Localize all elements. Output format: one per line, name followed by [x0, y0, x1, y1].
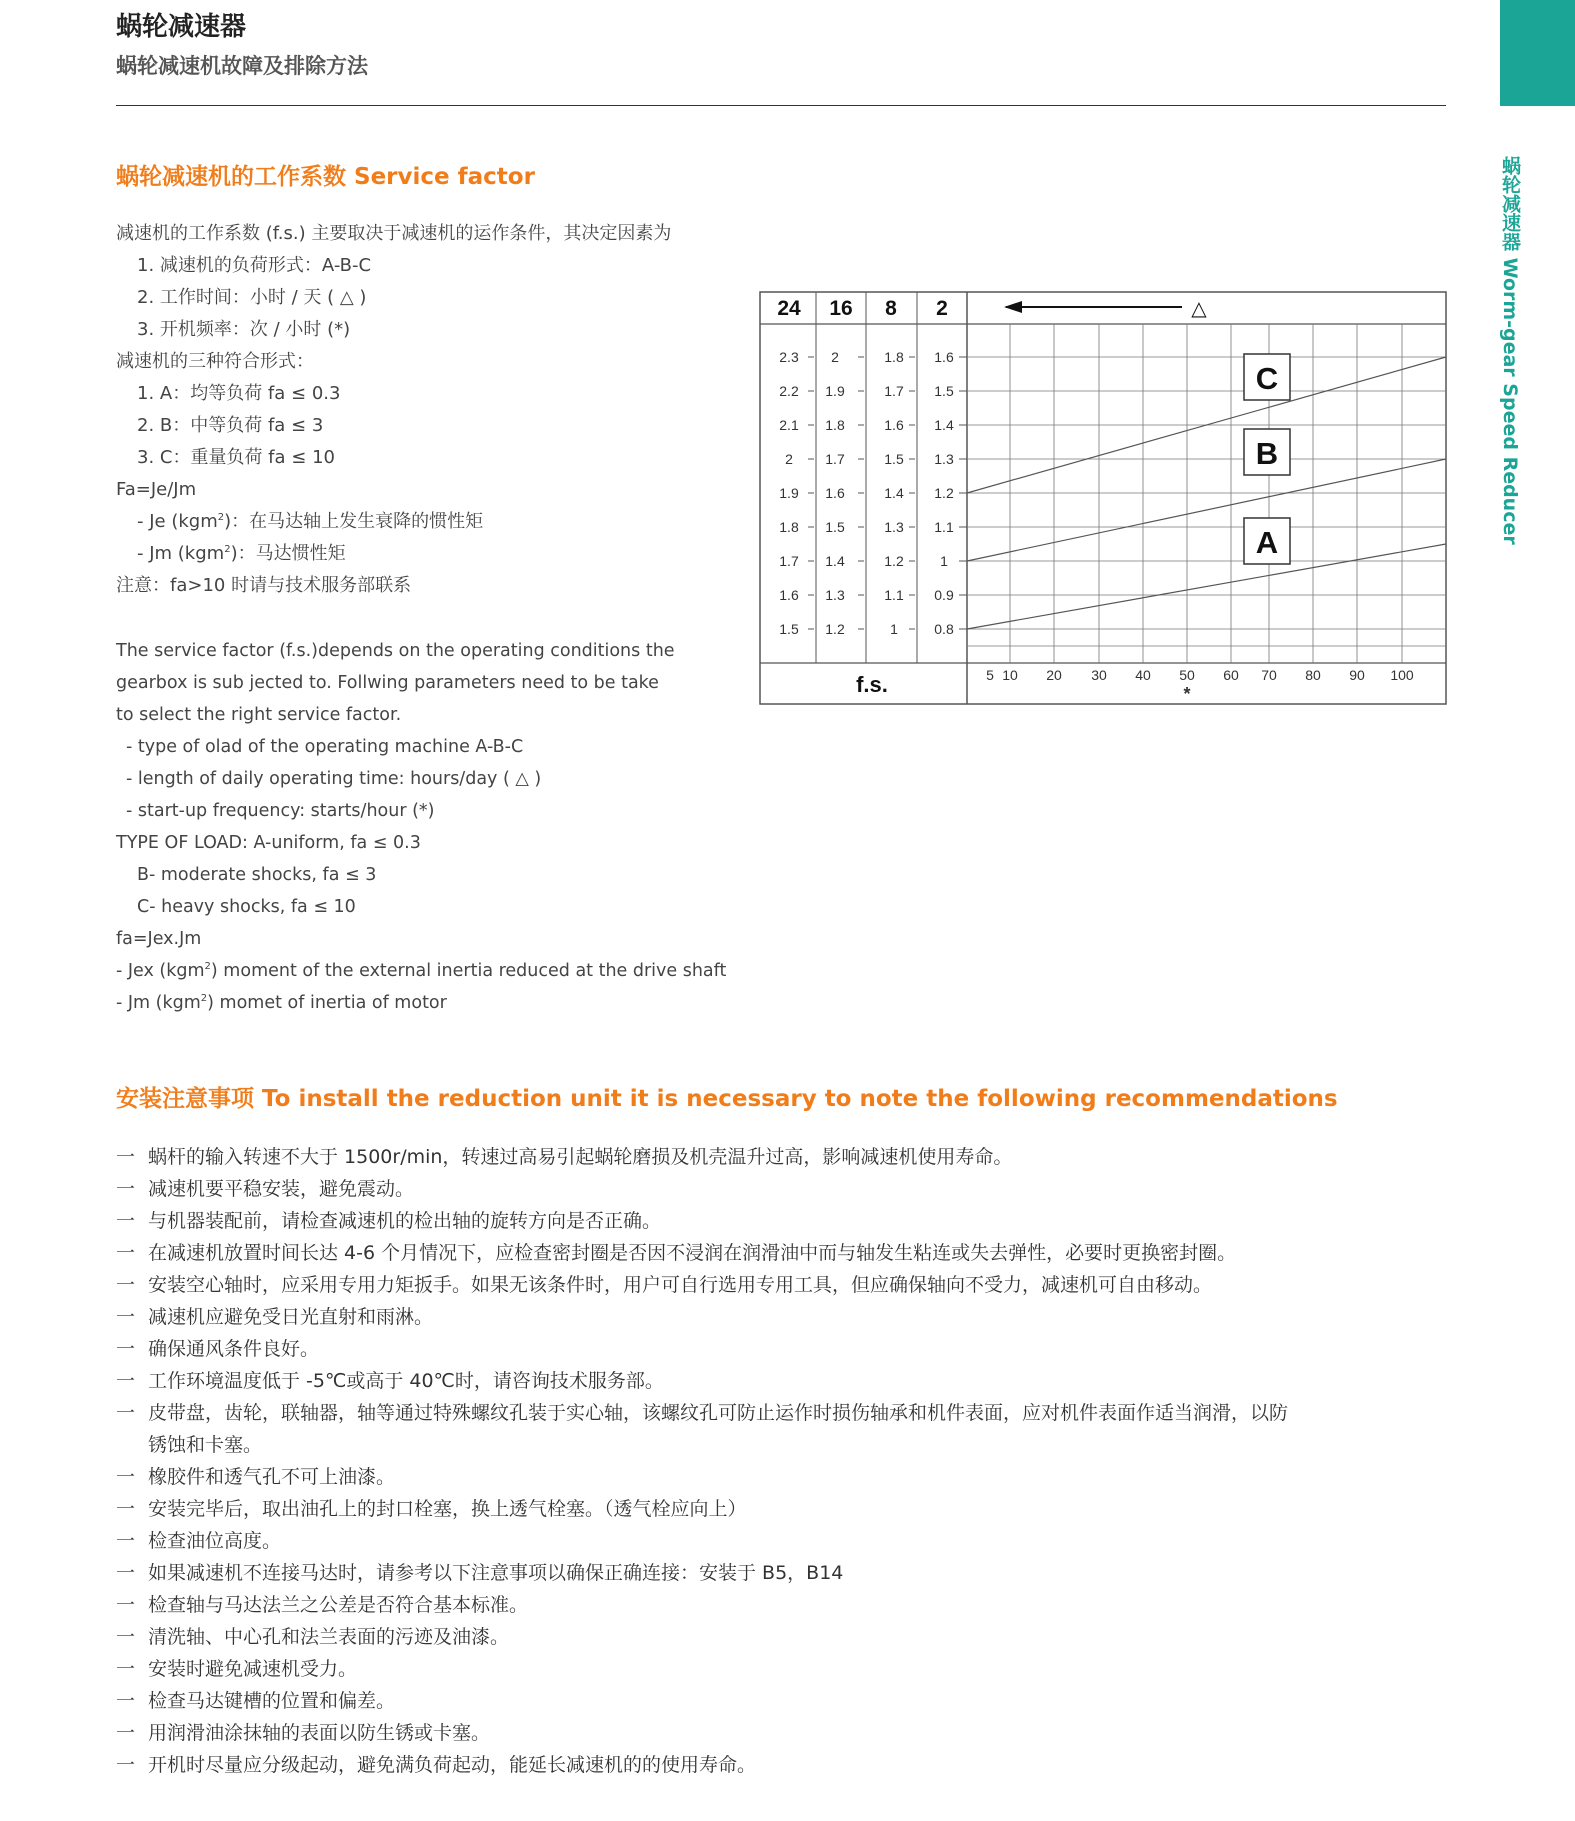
en-line: gearbox is sub jected to. Follwing parameters need to be take	[116, 673, 659, 693]
bullet-dash: 一	[116, 1722, 136, 1744]
fs-value-label: 1.7	[825, 451, 845, 467]
x-tick-label: 20	[1046, 667, 1062, 683]
en-line: - start-up frequency: starts/hour (*)	[126, 801, 435, 821]
bullet-dash: 一	[116, 1402, 136, 1424]
fs-value-label: 2.1	[779, 417, 799, 433]
x-tick-label: 80	[1305, 667, 1321, 683]
cn-line: Fa=Je/Jm	[116, 479, 197, 500]
note-line: 注意：fa>10 时请与技术服务部联系	[116, 575, 412, 596]
bullet-dash: 一	[116, 1754, 136, 1776]
page-title: 蜗轮减速器	[116, 12, 247, 42]
x-tick-label: 70	[1261, 667, 1277, 683]
hours-header: 16	[829, 297, 853, 320]
fs-value-label: 1.7	[779, 553, 799, 569]
bullet-dash: 一	[116, 1658, 136, 1680]
fs-value-label: 0.9	[934, 587, 954, 603]
bullet-dash: 一	[116, 1242, 136, 1264]
install-item-text: 检查马达键槽的位置和偏差。	[148, 1690, 396, 1712]
install-title: 安装注意事项 To install the reduction unit it is necessary to note the following recommendations	[116, 1086, 1338, 1112]
en-line: The service factor (f.s.)depends on the operating conditions the	[116, 641, 675, 661]
cn-line: 2. B：中等负荷 fa ≤ 3	[137, 415, 324, 436]
fs-value-label: 2.3	[779, 349, 799, 365]
fs-value-label: 1.2	[884, 553, 904, 569]
triangle-symbol: △	[1191, 298, 1207, 320]
fs-value-label: 1.2	[934, 485, 954, 501]
bullet-dash: 一	[116, 1594, 136, 1616]
fs-value-label: 1.8	[884, 349, 904, 365]
jex-line: - Jex (kgm$^2$) moment of the external inertia reduced at the drive shaft	[116, 961, 727, 981]
fs-value-label: 1.1	[884, 587, 904, 603]
install-item-text: 工作环境温度低于 -5℃或高于 40℃时，请咨询技术服务部。	[148, 1370, 664, 1392]
bullet-dash: 一	[116, 1178, 136, 1200]
install-item-text: 减速机应避免受日光直射和雨淋。	[148, 1306, 434, 1328]
cn-line: 1. 减速机的负荷形式：A-B-C	[137, 255, 372, 276]
curve-a	[967, 544, 1446, 629]
install-item	[116, 1241, 1236, 1265]
cn-line: 减速机的工作系数 (f.s.) 主要取决于减速机的运作条件，其决定因素为	[116, 223, 672, 244]
bullet-dash: 一	[116, 1338, 136, 1360]
cn-line: 1. A：均等负荷 fa ≤ 0.3	[137, 383, 341, 404]
hours-header: 2	[936, 297, 948, 320]
install-item	[116, 1689, 395, 1713]
install-item	[116, 1593, 528, 1617]
install-item	[116, 1625, 509, 1649]
service-factor-title: 蜗轮减速机的工作系数 Service factor	[116, 164, 535, 190]
bullet-dash: 一	[116, 1562, 136, 1584]
fs-value-label: 1.7	[884, 383, 904, 399]
side-tab-label: 蜗轮减速器 Worm-gear Speed Reducer	[1499, 156, 1521, 545]
fs-value-label: 2.2	[779, 383, 799, 399]
curve-label: C	[1255, 361, 1279, 396]
fs-value-label: 1.6	[934, 349, 954, 365]
bullet-dash: 一	[116, 1210, 136, 1232]
install-item-text: 蜗杆的输入转速不大于 1500r/min，转速过高易引起蜗轮磨损及机壳温升过高，影响减速机使用寿命。	[148, 1146, 1013, 1168]
x-tick-label: 50	[1179, 667, 1195, 683]
install-item-text: 安装时避免减速机受力。	[148, 1658, 358, 1680]
fs-value-label: 1.3	[884, 519, 904, 535]
install-item-text: 安装空心轴时，应采用专用力矩扳手。如果无该条件时，用户可自行选用专用工具，但应确保轴向不受力，减速机可自由移动。	[148, 1274, 1213, 1296]
fs-value-label: 1.6	[825, 485, 845, 501]
install-item-text: 清洗轴、中心孔和法兰表面的污迹及油漆。	[148, 1626, 510, 1648]
bullet-dash: 一	[116, 1530, 136, 1552]
install-item	[116, 1721, 490, 1745]
fs-axis-label: f.s.	[856, 672, 888, 697]
x-tick-label: 5	[986, 667, 994, 683]
install-item-text: 检查油位高度。	[148, 1530, 282, 1552]
x-tick-label: 40	[1135, 667, 1151, 683]
fs-value-label: 1.2	[825, 621, 845, 637]
bullet-dash: 一	[116, 1146, 136, 1168]
fs-value-label: 1.9	[779, 485, 799, 501]
install-item	[116, 1401, 1288, 1425]
bullet-dash: 一	[116, 1370, 136, 1392]
en-line: - length of daily operating time: hours/day ( △ )	[126, 769, 542, 789]
install-item	[116, 1561, 843, 1585]
install-item	[116, 1305, 433, 1329]
install-item	[116, 1273, 1212, 1297]
install-item	[116, 1145, 1012, 1169]
install-item-text: 皮带盘，齿轮，联轴器，轴等通过特殊螺纹孔装于实心轴，该螺纹孔可防止运作时损伤轴承和机件表面，应对机件表面作适当润滑，以防	[148, 1402, 1289, 1424]
install-item-text: 安装完毕后，取出油孔上的封口栓塞，换上透气栓塞。（透气栓应向上）	[148, 1498, 747, 1520]
fs-value-label: 1.4	[934, 417, 954, 433]
en-line: C- heavy shocks, fa ≤ 10	[137, 897, 356, 917]
install-item-text: 用润滑油涂抹轴的表面以防生锈或卡塞。	[148, 1722, 491, 1744]
cn-line: 2. 工作时间：小时 / 天 ( △ )	[137, 287, 367, 308]
install-item	[116, 1337, 319, 1361]
bullet-dash: 一	[116, 1306, 136, 1328]
en-line: fa=Jex.Jm	[116, 929, 202, 949]
fs-value-label: 1.5	[825, 519, 845, 535]
fs-value-label: 1.3	[934, 451, 954, 467]
install-item-text: 橡胶件和透气孔不可上油漆。	[148, 1466, 396, 1488]
install-item-text: 确保通风条件良好。	[148, 1338, 320, 1360]
curve-label: A	[1255, 525, 1279, 560]
install-item-text: 与机器装配前，请检查减速机的检出轴的旋转方向是否正确。	[148, 1210, 662, 1232]
fs-value-label: 1.9	[825, 383, 845, 399]
cn-line: 减速机的三种符合形式：	[116, 351, 314, 372]
je-line: - Je (kgm$^2$)：在马达轴上发生衰降的惯性矩	[137, 511, 484, 532]
fs-value-label: 1.8	[825, 417, 845, 433]
install-item	[116, 1465, 395, 1489]
x-tick-label: 100	[1390, 667, 1414, 683]
cn-line: 3. C：重量负荷 fa ≤ 10	[137, 447, 335, 468]
fs-value-label: 1.6	[779, 587, 799, 603]
x-tick-label: 30	[1091, 667, 1107, 683]
en-line: B- moderate shocks, fa ≤ 3	[137, 865, 377, 885]
bullet-dash: 一	[116, 1498, 136, 1520]
fs-value-label: 2	[831, 349, 839, 365]
fs-value-label: 1.4	[825, 553, 845, 569]
fs-value-label: 1.5	[884, 451, 904, 467]
bullet-dash: 一	[116, 1690, 136, 1712]
x-tick-label: 60	[1223, 667, 1239, 683]
fs-value-label: 1.4	[884, 485, 904, 501]
bullet-dash: 一	[116, 1274, 136, 1296]
jm-line: - Jm (kgm$^2$)：马达惯性矩	[137, 543, 346, 564]
jm-en-line: - Jm (kgm$^2$) momet of inertia of motor	[116, 993, 447, 1013]
curve-b	[967, 459, 1446, 561]
install-item-text: 如果减速机不连接马达时，请参考以下注意事项以确保正确连接：安装于 B5，B14	[148, 1562, 844, 1584]
install-item	[116, 1497, 747, 1521]
fs-value-label: 1.3	[825, 587, 845, 603]
fs-value-label: 1.8	[779, 519, 799, 535]
install-item-text: 开机时尽量应分级起动，避免满负荷起动，能延长减速机的的使用寿命。	[148, 1754, 757, 1776]
fs-value-label: 1.6	[884, 417, 904, 433]
install-item	[116, 1753, 756, 1777]
bullet-dash: 一	[116, 1626, 136, 1648]
fs-value-label: 0.8	[934, 621, 954, 637]
cn-line: 3. 开机频率：次 / 小时 (*)	[137, 319, 351, 340]
install-item	[116, 1657, 357, 1681]
asterisk-symbol: *	[1183, 684, 1191, 704]
en-line: to select the right service factor.	[116, 705, 402, 725]
install-item	[116, 1369, 664, 1393]
bullet-dash: 一	[116, 1466, 136, 1488]
fs-value-label: 1.5	[779, 621, 799, 637]
hours-header: 24	[777, 297, 801, 320]
install-item-text: 减速机要平稳安装，避免震动。	[148, 1178, 415, 1200]
install-item-text: 检查轴与马达法兰之公差是否符合基本标准。	[148, 1594, 529, 1616]
en-line: - type of olad of the operating machine A-B-C	[126, 737, 524, 757]
en-line: TYPE OF LOAD: A-uniform, fa ≤ 0.3	[116, 833, 421, 853]
install-item-continuation: 锈蚀和卡塞。	[148, 1434, 263, 1456]
fs-value-label: 2	[785, 451, 793, 467]
page-subtitle: 蜗轮减速机故障及排除方法	[116, 54, 368, 78]
fs-value-label: 1	[940, 553, 948, 569]
curve-label: B	[1255, 436, 1279, 471]
x-tick-label: 10	[1002, 667, 1018, 683]
install-item	[116, 1177, 414, 1201]
fs-value-label: 1	[890, 621, 898, 637]
fs-value-label: 1.5	[934, 383, 954, 399]
x-tick-label: 90	[1349, 667, 1365, 683]
install-item	[116, 1209, 661, 1233]
hours-header: 8	[885, 297, 897, 320]
install-item-text: 在减速机放置时间长达 4-6 个月情况下，应检查密封圈是否因不浸润在润滑油中而与轴发生粘连或失去弹性，必要时更换密封圈。	[148, 1242, 1237, 1264]
install-item	[116, 1529, 281, 1553]
fs-value-label: 1.1	[934, 519, 954, 535]
